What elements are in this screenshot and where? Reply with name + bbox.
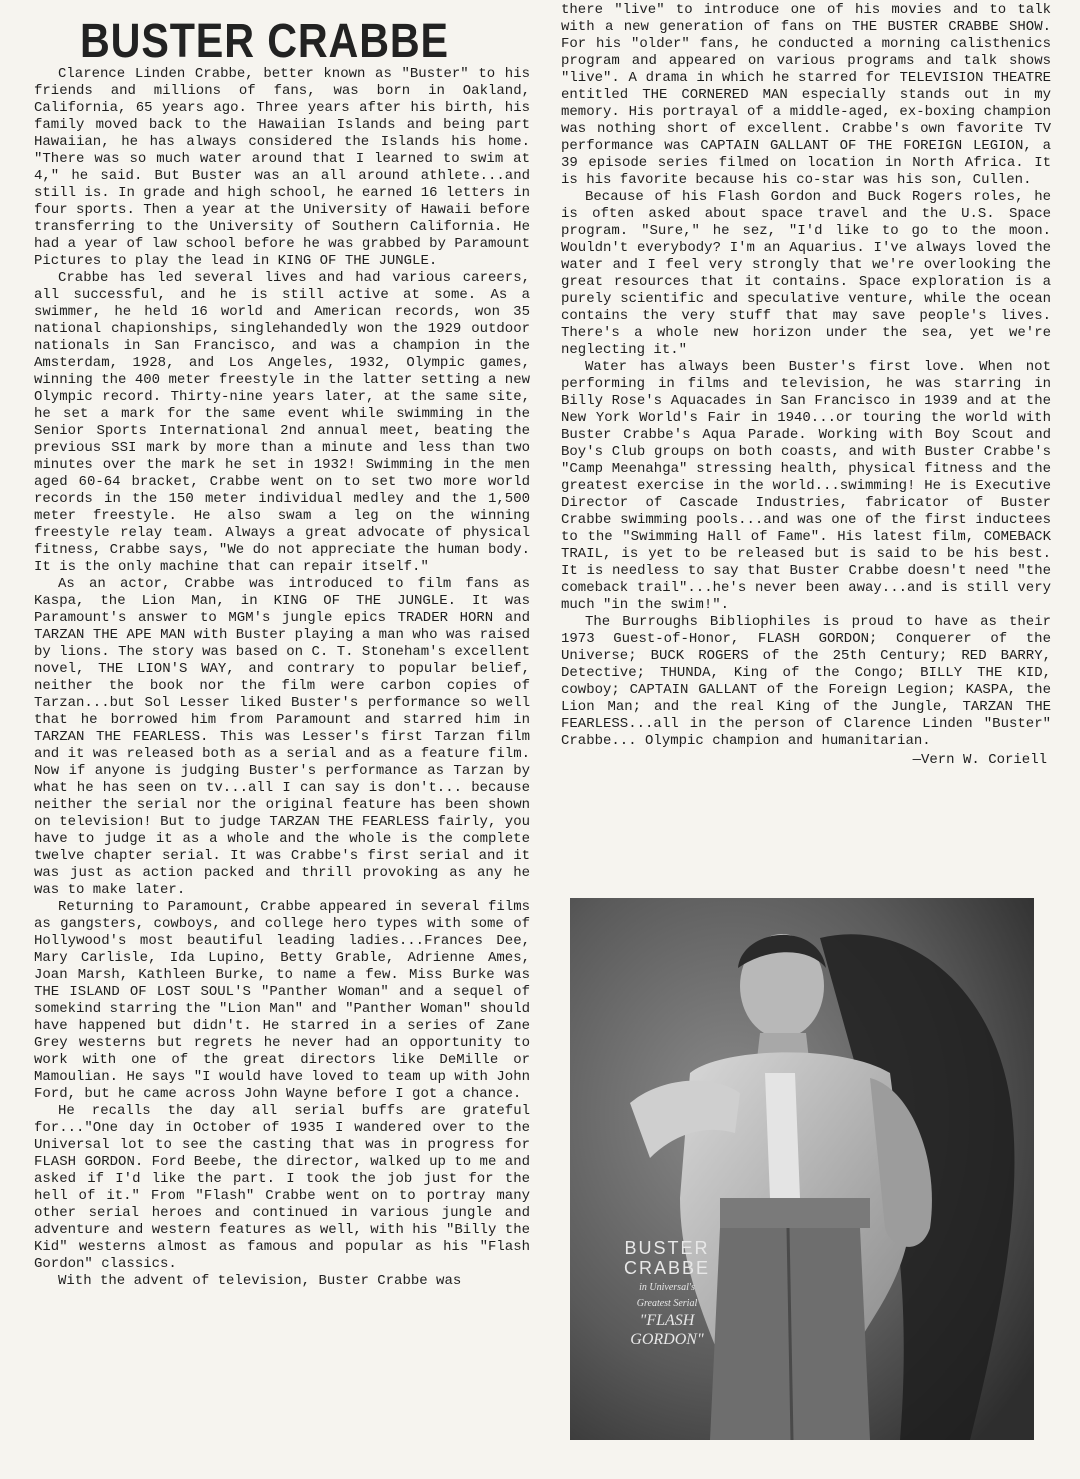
poster-film-line-1: "FLASH bbox=[639, 1312, 695, 1329]
right-column bbox=[561, 2, 1051, 892]
publicity-photo bbox=[570, 898, 1034, 1440]
article-title: BUSTER CRABBE bbox=[80, 15, 449, 68]
paragraph-2: Crabbe has led several lives and had various careers, all successful, and he is still active at some. As a swimmer, he held 16 world and American records, won 35 national chapionships, singlehandedly won the 1929 outdoor nationals in San Francisco, and was a champion in the Amsterdam, 1928, and Los Angeles, 1932, Olympic games, winning the 400 meter freestyle in the latter setting a new Olympic record. Thirty-nine years later, at the same site, he set a mark for the same event while swimming in the Senior Sports International 2nd annual meet, beating the previous SSI mark by more than a minute and less than two minutes over the mark he set in 1932! Swimming in the men aged 60-64 bracket, Crabbe went on to set two more world records in the 150 meter individual medley and the 1,500 meter freestyle. He also swam a leg on the winning freestyle relay team. Always a great advocate of physical fitness, Crabbe says, "We do not appreciate the human body. It is the only machine that can repair itself." bbox=[34, 270, 530, 575]
left-column bbox=[34, 66, 530, 1471]
poster-name-line-1: BUSTER bbox=[624, 1238, 710, 1258]
poster-caption bbox=[592, 1238, 742, 1348]
paragraph-10: The Burroughs Bibliophiles is proud to have as their 1973 Guest-of-Honor, FLASH GORDON; Conquerer of the Universe; BUCK ROGERS of the 25th Century; RED BARRY, Detective; THUNDA, King of the Congo; BILLY THE KID, cowboy; CAPTAIN GALLANT of the Foreign Legion; KASPA, the Lion Man; and the real King of the Jungle, TARZAN THE FEARLESS...all in the person of Clarence Linden "Buster" Crabbe... Olympic champion and humanitarian. bbox=[561, 614, 1051, 749]
poster-subtitle-line-1: in Universal's bbox=[639, 1282, 695, 1293]
paragraph-5: He recalls the day all serial buffs are grateful for..."One day in October of 1935 I wandered over to the Universal lot to see the casting that was in progress for FLASH GORDON. Ford Beebe, the director, walked up to me and asked if I'd like the part. I took the job just for the hell of it." From "Flash" Crabbe went on to portray many other serial heroes and continued in various jungle and adventure and western features as well, with his "Billy the Kid" westerns almost as famous and popular as his "Flash Gordon" classics. bbox=[34, 1103, 530, 1272]
paragraph-1: Clarence Linden Crabbe, better known as "Buster" to his friends and millions of fans, was born in Oakland, California, 65 years ago. Three years after his birth, his family moved back to the Hawaiian Islands and being part Hawaiian, he has always considered the Islands his home. "There was so much water around that I learned to swim at 4," he said. But Buster was an all around athlete...and still is. In grade and high school, he earned 16 letters in four sports. Then a year at the University of Hawaii before transferring to the University of Southern California. He had a year of law school before he was grabbed by Paramount Pictures to play the lead in KING OF THE JUNGLE. bbox=[34, 66, 530, 269]
paragraph-9: Water has always been Buster's first love. When not performing in films and television, he was starring in Billy Rose's Aquacades in San Francisco in 1939 and at the New York World's Fair in 1940...or touring the world with Buster Crabbe's Aqua Parade. Working with Boy Scout and Boy's Club groups on both coasts, and with Buster Crabbe's "Camp Meenahga" stressing health, physical fitness and the greatest exercise in the world...swimming! He is Executive Director of Cascade Industries, fabricator of Buster Crabbe swimming pools...and was one of the first inductees to the "Swimming Hall of Fame". His latest film, COMEBACK TRAIL, is yet to be released but is said to be his best. It is needless to say that Buster Crabbe doesn't need "the comeback trail"...he's never been away...and is still very much "in the swim!". bbox=[561, 359, 1051, 613]
paragraph-7: there "live" to introduce one of his movies and to talk with a new generation of fans on THE BUSTER CRABBE SHOW. For his "older" fans, he conducted a morning calisthenics program and appeared on various programs and talk shows "live". A drama in which he starred for TELEVISION THEATRE entitled THE CORNERED MAN especially stands out in my memory. His portrayal of a middle-aged, ex-boxing champion was nothing short of excellent. Crabbe's own favorite TV performance was CAPTAIN GALLANT OF THE FOREIGN LEGION, a 39 episode series filmed on location in North Africa. It is his favorite because his co-star was his son, Cullen. bbox=[561, 2, 1051, 188]
paragraph-4: Returning to Paramount, Crabbe appeared in several films as gangsters, cowboys, and college hero types with some of Hollywood's most beautiful leading ladies...Frances Dee, Mary Carlisle, Ida Lupino, Betty Grable, Adrienne Ames, Joan Marsh, Kathleen Burke, to name a few. Miss Burke was THE ISLAND OF LOST SOUL'S "Panther Woman" and a sequel of somekind starring the "Lion Man" and "Panther Woman" should have happened but didn't. He starred in a series of Zane Grey westerns but regrets he never had an opportunity to work with one of the great directors like DeMille or Mamoulian. He says "I would have loved to team up with John Ford, but he came across John Wayne before I got a chance. bbox=[34, 899, 530, 1102]
paragraph-3: As an actor, Crabbe was introduced to film fans as Kaspa, the Lion Man, in KING OF THE JUNGLE. It was Paramount's answer to MGM's jungle epics TRADER HORN and TARZAN THE APE MAN with Buster playing a man who was raised by lions. The story was based on C. T. Stoneham's excellent novel, THE LION'S WAY, and contrary to popular belief, neither the book nor the film were carbon copies of Tarzan...but Sol Lesser liked Buster's performance so well that he borrowed him from Paramount and starred him in TARZAN THE FEARLESS. This was Lesser's first Tarzan film and it was released both as a serial and as a feature film. Now if anyone is judging Buster's performance as Tarzan by what he has seen on tv...all I can say is don't... because neither the serial nor the original feature has been shown on television! But to judge TARZAN THE FEARLESS fairly, you have to judge it as a whole and the whole is the complete twelve chapter serial. It was Crabbe's first serial and it was just as action packed and thrill provoking as any he was to make later. bbox=[34, 576, 530, 898]
poster-subtitle-line-2: Greatest Serial bbox=[636, 1298, 698, 1309]
paragraph-6: With the advent of television, Buster Crabbe was bbox=[58, 1273, 462, 1289]
photo-illustration bbox=[570, 898, 1034, 1440]
author-signature: —Vern W. Coriell bbox=[912, 752, 1047, 768]
paragraph-8: Because of his Flash Gordon and Buck Rogers roles, he is often asked about space travel and the U.S. Space program. "Sure," he sez, "I'd like to go to the moon. Wouldn't everybody? I'm an Aquarius. I've always loved the water and I feel very strongly that we're overlooking the great resources that it contains. Space exploration is a purely scientific and speculative venture, while the ocean contains the very stuff that may save people's lives. There's a whole new horizon under the sea, yet we're neglecting it." bbox=[561, 189, 1051, 358]
poster-film-line-2: GORDON" bbox=[630, 1331, 704, 1348]
poster-name-line-2: CRABBE bbox=[623, 1258, 711, 1278]
